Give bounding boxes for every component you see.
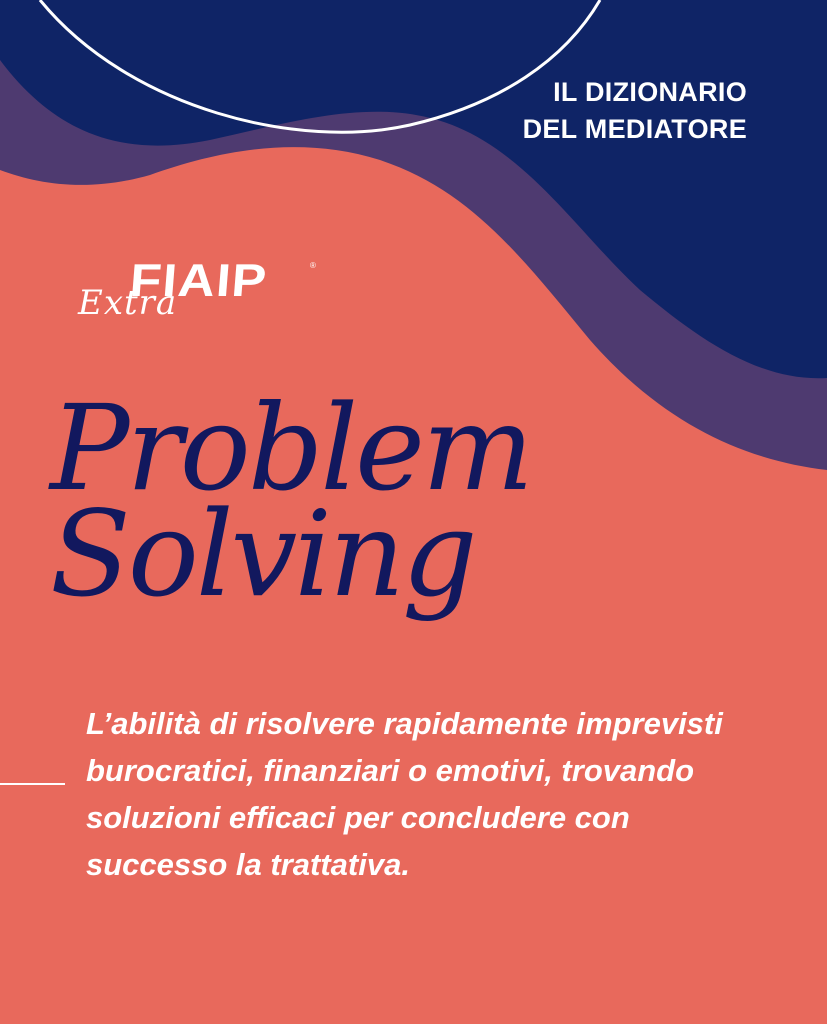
logo-script-text: Extra — [78, 283, 178, 323]
headline — [50, 379, 531, 623]
series-title — [523, 74, 747, 148]
definition-text: L’abilità di risolvere rapidamente imprevisti burocratici, finanziari o emotivi, trovando soluzioni efficaci per concludere con successo la trattativa. — [86, 706, 723, 882]
series-title-line-2: DEL MEDIATORE — [522, 114, 747, 144]
headline-line-1: Problem — [50, 379, 531, 517]
logo-registered-mark: ® — [310, 261, 316, 270]
accent-rule — [0, 783, 65, 785]
fiaip-extra-logo — [78, 255, 318, 345]
series-title-line-1: IL DIZIONARIO — [553, 77, 747, 107]
headline-line-2: Solving — [50, 485, 475, 623]
logo-brand-text: FIAIP — [127, 254, 270, 306]
